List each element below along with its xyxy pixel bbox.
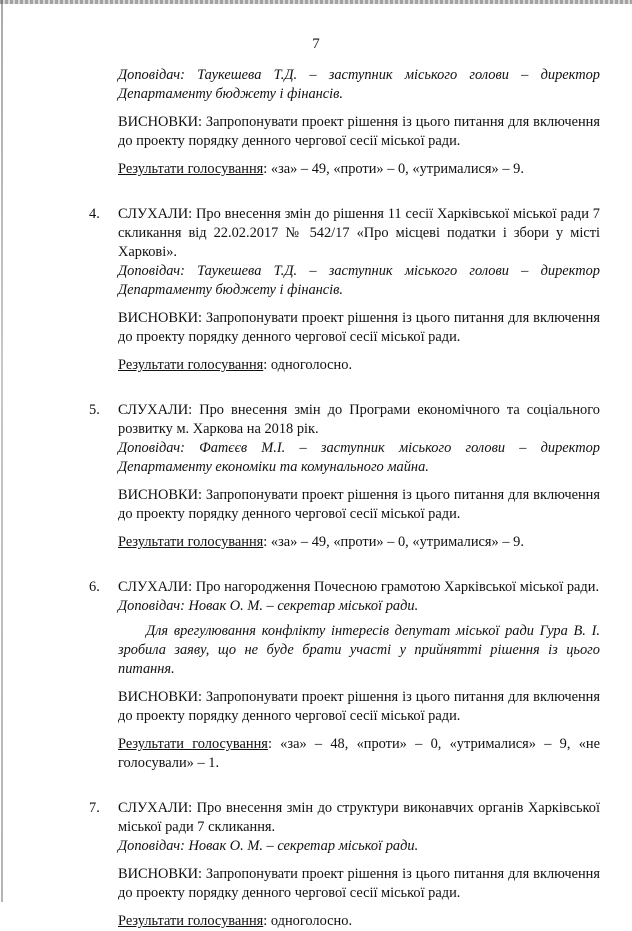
- agenda-item-5: [89, 401, 600, 552]
- intro-block: [118, 66, 600, 179]
- agenda-item-7: [89, 799, 600, 931]
- conclusion-paragraph: ВИСНОВКИ: Запропонувати проект рішення із цього питання для включення до проекту порядку денного чергової сесії міської ради.: [118, 114, 600, 149]
- scan-edge-top: [0, 0, 632, 4]
- reporter-line: Доповідач: Новак О. М. – секретар міської ради.: [118, 598, 419, 614]
- scan-edge-left: [1, 0, 3, 902]
- heard-paragraph: СЛУХАЛИ: Про внесення змін до Програми економічного та соціального розвитку м. Харкова на 2018 рік.: [118, 402, 600, 437]
- conclusion-paragraph: ВИСНОВКИ: Запропонувати проект рішення із цього питання для включення до проекту порядку денного чергової сесії міської ради.: [118, 866, 600, 901]
- vote-result: [118, 160, 600, 179]
- heard-paragraph: СЛУХАЛИ: Про нагородження Почесною грамотою Харківської міської ради.: [118, 579, 600, 595]
- conclusion-paragraph: ВИСНОВКИ: Запропонувати проект рішення із цього питання для включення до проекту порядку денного чергової сесії міської ради.: [118, 689, 600, 724]
- heard-paragraph: СЛУХАЛИ: Про внесення змін до структури виконавчих органів Харківської міської ради 7 скликання.: [118, 800, 600, 835]
- reporter-line: Доповідач: Новак О. М. – секретар міської ради.: [118, 838, 419, 854]
- vote-text: : «за» – 49, «проти» – 0, «утрималися» – 9.: [263, 534, 524, 550]
- agenda-item-4: [89, 205, 600, 375]
- vote-result: [118, 735, 600, 773]
- vote-result: [118, 912, 600, 931]
- vote-label: Результати голосування: [118, 913, 264, 929]
- document-body: [89, 66, 600, 931]
- vote-result: [118, 356, 600, 375]
- heard-paragraph: СЛУХАЛИ: Про внесення змін до рішення 11 сесії Харківської міської ради 7 скликання від 22.02.2017 № 542/17 «Про місцеві податки і збори у місті Харкові».: [118, 206, 600, 260]
- vote-text: : одноголосно.: [263, 357, 353, 373]
- vote-label: Результати голосування: [118, 161, 264, 177]
- agenda-item-6: [89, 578, 600, 773]
- vote-text: : одноголосно.: [263, 913, 353, 929]
- vote-label: Результати голосування: [118, 534, 264, 550]
- vote-label: Результати голосування: [118, 736, 268, 752]
- vote-text: : «за» – 48, «проти» – 0, «утрималися» – 9, «не голосували» – 1.: [118, 736, 600, 771]
- conclusion-paragraph: ВИСНОВКИ: Запропонувати проект рішення із цього питання для включення до проекту порядку денного чергової сесії міської ради.: [118, 310, 600, 345]
- item-number: 4.: [89, 206, 100, 222]
- vote-text: : «за» – 49, «проти» – 0, «утрималися» – 9.: [263, 161, 524, 177]
- item-number: 7.: [89, 800, 100, 816]
- reporter-line: Доповідач: Таукешева Т.Д. – заступник міського голови – директор Департаменту бюджету і фінансів.: [118, 67, 600, 102]
- reporter-line: Доповідач: Фатєєв М.І. – заступник міського голови – директор Департаменту економіки та комунального майна.: [118, 440, 600, 475]
- vote-result: [118, 533, 600, 552]
- conflict-note: Для врегулювання конфлікту інтересів депутат міської ради Гура В. І. зробила заяву, що не буде брати участі у прийнятті рішення із цього питання.: [118, 623, 600, 677]
- reporter-line: Доповідач: Таукешева Т.Д. – заступник міського голови – директор Департаменту бюджету і фінансів.: [118, 263, 600, 298]
- vote-label: Результати голосування: [118, 357, 264, 373]
- page-number: 7: [312, 36, 320, 52]
- item-number: 5.: [89, 402, 100, 418]
- conclusion-paragraph: ВИСНОВКИ: Запропонувати проект рішення із цього питання для включення до проекту порядку денного чергової сесії міської ради.: [118, 487, 600, 522]
- item-number: 6.: [89, 579, 100, 595]
